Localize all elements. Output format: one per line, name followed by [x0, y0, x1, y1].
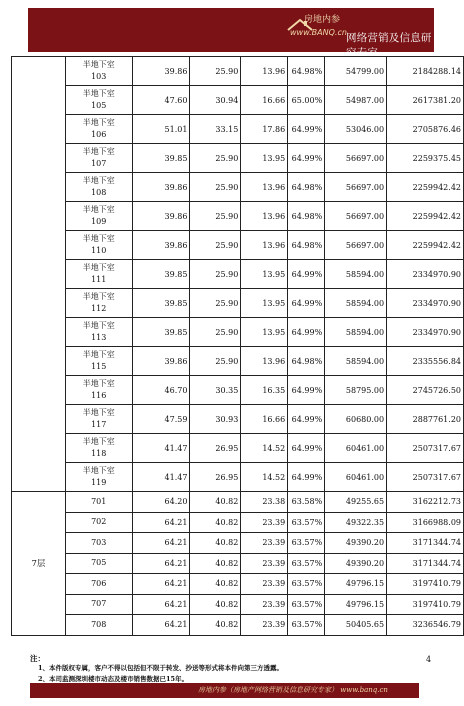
ratio-cell: 64.98%: [288, 173, 325, 202]
table-row: [12, 434, 464, 463]
area3-cell: 14.52: [241, 434, 288, 463]
ratio-cell: 64.99%: [288, 115, 325, 144]
table-row: [12, 260, 464, 289]
table-row: [12, 492, 464, 513]
area2-cell: 40.82: [190, 574, 241, 595]
area3-cell: 23.39: [241, 615, 288, 636]
area2-cell: 40.82: [190, 553, 241, 574]
area3-cell: 13.95: [241, 144, 288, 173]
room-number: 117: [91, 420, 107, 429]
unit-price-cell: 49322.35: [325, 512, 387, 533]
unit-price-cell: 49796.15: [325, 574, 387, 595]
table-row: [12, 553, 464, 574]
room-number: 708: [65, 615, 132, 636]
area2-cell: 26.95: [190, 463, 241, 492]
area2-cell: 30.35: [190, 376, 241, 405]
room-type: 半地下室: [82, 89, 115, 98]
area-cell: 39.85: [132, 318, 190, 347]
table-row: [12, 202, 464, 231]
ratio-cell: 64.99%: [288, 405, 325, 434]
room-type: 半地下室: [82, 118, 115, 127]
room-type: 半地下室: [82, 263, 115, 272]
room-type: 半地下室: [82, 176, 115, 185]
room-cell: [65, 376, 132, 405]
room-number: 111: [91, 275, 107, 284]
total-price-cell: 2259942.42: [387, 173, 464, 202]
room-number: 703: [65, 533, 132, 554]
ratio-cell: 64.99%: [288, 289, 325, 318]
area3-cell: 16.66: [241, 405, 288, 434]
total-price-cell: 2334970.90: [387, 260, 464, 289]
table-row: [12, 115, 464, 144]
unit-price-cell: 56697.00: [325, 173, 387, 202]
area3-cell: 16.66: [241, 86, 288, 115]
area2-cell: 25.90: [190, 144, 241, 173]
table-row: [12, 86, 464, 115]
room-number: 109: [91, 217, 107, 226]
area2-cell: 30.93: [190, 405, 241, 434]
area2-cell: 40.82: [190, 492, 241, 513]
room-number: 107: [91, 159, 107, 168]
area2-cell: 40.82: [190, 615, 241, 636]
area3-cell: 23.39: [241, 574, 288, 595]
total-price-cell: 2507317.67: [387, 463, 464, 492]
room-number: 705: [65, 553, 132, 574]
room-cell: [65, 57, 132, 86]
table-row: [12, 231, 464, 260]
unit-price-cell: 49390.20: [325, 533, 387, 554]
area3-cell: 13.96: [241, 347, 288, 376]
room-number: 119: [91, 478, 107, 487]
area2-cell: 25.90: [190, 289, 241, 318]
room-type: 半地下室: [82, 466, 115, 475]
total-price-cell: 2507317.67: [387, 434, 464, 463]
area2-cell: 25.90: [190, 231, 241, 260]
ratio-cell: 63.57%: [288, 512, 325, 533]
unit-price-cell: 60461.00: [325, 434, 387, 463]
area3-cell: 23.39: [241, 512, 288, 533]
area3-cell: 13.96: [241, 231, 288, 260]
unit-price-cell: 50405.65: [325, 615, 387, 636]
area-cell: 64.21: [132, 574, 190, 595]
area2-cell: 25.90: [190, 318, 241, 347]
table-row: [12, 533, 464, 554]
ratio-cell: 63.57%: [288, 553, 325, 574]
page-number: 4: [426, 655, 432, 664]
room-type: 半地下室: [82, 408, 115, 417]
room-number: 103: [91, 72, 107, 81]
room-number: 112: [91, 304, 107, 313]
area-cell: 64.20: [132, 492, 190, 513]
area-cell: 64.21: [132, 512, 190, 533]
total-price-cell: 2334970.90: [387, 289, 464, 318]
area3-cell: 13.96: [241, 202, 288, 231]
room-type: 半地下室: [82, 437, 115, 446]
area3-cell: 23.38: [241, 492, 288, 513]
footer-bar: [30, 683, 419, 698]
area-cell: 39.86: [132, 231, 190, 260]
ratio-cell: 64.99%: [288, 144, 325, 173]
area3-cell: 23.39: [241, 553, 288, 574]
room-cell: [65, 115, 132, 144]
room-number: 702: [65, 512, 132, 533]
ratio-cell: 64.99%: [288, 376, 325, 405]
ratio-cell: 64.98%: [288, 57, 325, 86]
area-cell: 64.21: [132, 594, 190, 615]
total-price-cell: 3197410.79: [387, 594, 464, 615]
total-price-cell: 2334970.90: [387, 318, 464, 347]
total-price-cell: 3171344.74: [387, 533, 464, 554]
ratio-cell: 64.99%: [288, 463, 325, 492]
area2-cell: 30.94: [190, 86, 241, 115]
room-number: 118: [91, 449, 107, 458]
total-price-cell: 2887761.20: [387, 405, 464, 434]
monitoring-note: 2、本司监测深圳楼市动态及楼市销售数据已15年。: [38, 675, 189, 683]
total-price-cell: 2335556.84: [387, 347, 464, 376]
ratio-cell: 64.98%: [288, 231, 325, 260]
ratio-cell: 63.57%: [288, 574, 325, 595]
total-price-cell: 2259942.42: [387, 202, 464, 231]
area3-cell: 14.52: [241, 463, 288, 492]
room-number: 116: [91, 391, 107, 400]
area2-cell: 33.15: [190, 115, 241, 144]
table-row: [12, 57, 464, 86]
room-number: 108: [91, 188, 107, 197]
unit-price-cell: 58795.00: [325, 376, 387, 405]
area2-cell: 40.82: [190, 512, 241, 533]
room-number: 113: [91, 333, 107, 342]
unit-price-cell: 49796.15: [325, 594, 387, 615]
unit-price-cell: 53046.00: [325, 115, 387, 144]
unit-price-cell: 54987.00: [325, 86, 387, 115]
unit-price-cell: 49255.65: [325, 492, 387, 513]
area2-cell: 40.82: [190, 533, 241, 554]
area-cell: 39.86: [132, 173, 190, 202]
area2-cell: 25.90: [190, 173, 241, 202]
room-cell: [65, 260, 132, 289]
room-cell: [65, 144, 132, 173]
unit-price-cell: 56697.00: [325, 202, 387, 231]
total-price-cell: 2259375.45: [387, 144, 464, 173]
unit-price-cell: 56697.00: [325, 144, 387, 173]
room-cell: [65, 173, 132, 202]
room-number: 701: [65, 492, 132, 513]
unit-price-cell: 60680.00: [325, 405, 387, 434]
unit-price-cell: 58594.00: [325, 347, 387, 376]
room-type: 半地下室: [82, 321, 115, 330]
area3-cell: 13.95: [241, 318, 288, 347]
area-cell: 39.86: [132, 57, 190, 86]
table-row: [12, 574, 464, 595]
unit-price-table: [11, 56, 464, 636]
ratio-cell: 64.98%: [288, 347, 325, 376]
area-cell: 39.86: [132, 347, 190, 376]
table-row: [12, 289, 464, 318]
area3-cell: 13.96: [241, 57, 288, 86]
logo-url: www.BANQ.cn: [290, 28, 347, 37]
room-number: 110: [91, 246, 107, 255]
room-type: 半地下室: [82, 60, 115, 69]
ratio-cell: 65.00%: [288, 86, 325, 115]
copyright-note: 1、本件版权专属，客户不得以包括但不限于转发、抄送等形式将本件向第三方透露。: [38, 664, 284, 672]
unit-price-cell: 58594.00: [325, 289, 387, 318]
ratio-cell: 63.57%: [288, 533, 325, 554]
room-cell: [65, 434, 132, 463]
ratio-cell: 64.99%: [288, 318, 325, 347]
area2-cell: 40.82: [190, 594, 241, 615]
table-row: [12, 173, 464, 202]
area3-cell: 13.95: [241, 260, 288, 289]
room-cell: [65, 202, 132, 231]
table-row: [12, 405, 464, 434]
room-cell: [65, 405, 132, 434]
area-cell: 39.85: [132, 144, 190, 173]
total-price-cell: 2184288.14: [387, 57, 464, 86]
total-price-cell: 3236546.79: [387, 615, 464, 636]
total-price-cell: 2705876.46: [387, 115, 464, 144]
room-type: 半地下室: [82, 147, 115, 156]
room-type: 半地下室: [82, 234, 115, 243]
room-number: 115: [91, 362, 107, 371]
room-type: 半地下室: [82, 205, 115, 214]
table-row: [12, 144, 464, 173]
area-cell: 47.60: [132, 86, 190, 115]
ratio-cell: 63.57%: [288, 594, 325, 615]
room-number: 105: [91, 101, 107, 110]
area3-cell: 17.86: [241, 115, 288, 144]
area-cell: 41.47: [132, 434, 190, 463]
unit-price-cell: 60461.00: [325, 463, 387, 492]
area2-cell: 26.95: [190, 434, 241, 463]
table-row: [12, 318, 464, 347]
area3-cell: 13.96: [241, 173, 288, 202]
header-banner: [28, 8, 434, 59]
total-price-cell: 2745726.50: [387, 376, 464, 405]
note-label: 注：: [30, 654, 45, 663]
area2-cell: 25.90: [190, 347, 241, 376]
ratio-cell: 63.57%: [288, 615, 325, 636]
total-price-cell: 3197410.79: [387, 574, 464, 595]
table-row: [12, 347, 464, 376]
area-cell: 64.21: [132, 553, 190, 574]
area-cell: 51.01: [132, 115, 190, 144]
area-cell: 64.21: [132, 533, 190, 554]
area2-cell: 25.90: [190, 202, 241, 231]
total-price-cell: 3171344.74: [387, 553, 464, 574]
area-cell: 46.70: [132, 376, 190, 405]
ratio-cell: 63.58%: [288, 492, 325, 513]
total-price-cell: 3162212.73: [387, 492, 464, 513]
room-cell: [65, 318, 132, 347]
table-row: [12, 615, 464, 636]
room-type: 半地下室: [82, 379, 115, 388]
room-cell: [65, 289, 132, 318]
floor-cell: [12, 57, 66, 492]
table-row: [12, 463, 464, 492]
room-type: 半地下室: [82, 350, 115, 359]
area-cell: 47.59: [132, 405, 190, 434]
area-cell: 39.85: [132, 289, 190, 318]
area-cell: 41.47: [132, 463, 190, 492]
area-cell: 64.21: [132, 615, 190, 636]
header-title: 网络营销及信息研究专家: [346, 32, 432, 59]
ratio-cell: 64.99%: [288, 260, 325, 289]
footer-bar-text: 房地内参（房地产网络营销及信息研究专家） www.banq.cn: [198, 686, 388, 694]
room-cell: [65, 86, 132, 115]
table-row: [12, 376, 464, 405]
area3-cell: 23.39: [241, 533, 288, 554]
total-price-cell: 2259942.42: [387, 231, 464, 260]
area3-cell: 23.39: [241, 594, 288, 615]
table-row: [12, 512, 464, 533]
total-price-cell: 3166988.09: [387, 512, 464, 533]
area3-cell: 16.35: [241, 376, 288, 405]
area2-cell: 25.90: [190, 260, 241, 289]
room-number: 706: [65, 574, 132, 595]
ratio-cell: 64.99%: [288, 434, 325, 463]
area2-cell: 25.90: [190, 57, 241, 86]
unit-price-cell: 58594.00: [325, 318, 387, 347]
area-cell: 39.85: [132, 260, 190, 289]
unit-price-cell: 56697.00: [325, 231, 387, 260]
table-row: [12, 594, 464, 615]
room-cell: [65, 347, 132, 376]
room-cell: [65, 463, 132, 492]
area3-cell: 13.95: [241, 289, 288, 318]
room-cell: [65, 231, 132, 260]
room-number: 106: [91, 130, 107, 139]
total-price-cell: 2617381.20: [387, 86, 464, 115]
logo-name: 房地内参: [304, 15, 341, 25]
ratio-cell: 64.98%: [288, 202, 325, 231]
unit-price-cell: 49390.20: [325, 553, 387, 574]
area-cell: 39.86: [132, 202, 190, 231]
room-type: 半地下室: [82, 292, 115, 301]
floor-cell: 7层: [12, 492, 66, 636]
unit-price-cell: 58594.00: [325, 260, 387, 289]
unit-price-cell: 54799.00: [325, 57, 387, 86]
room-number: 707: [65, 594, 132, 615]
